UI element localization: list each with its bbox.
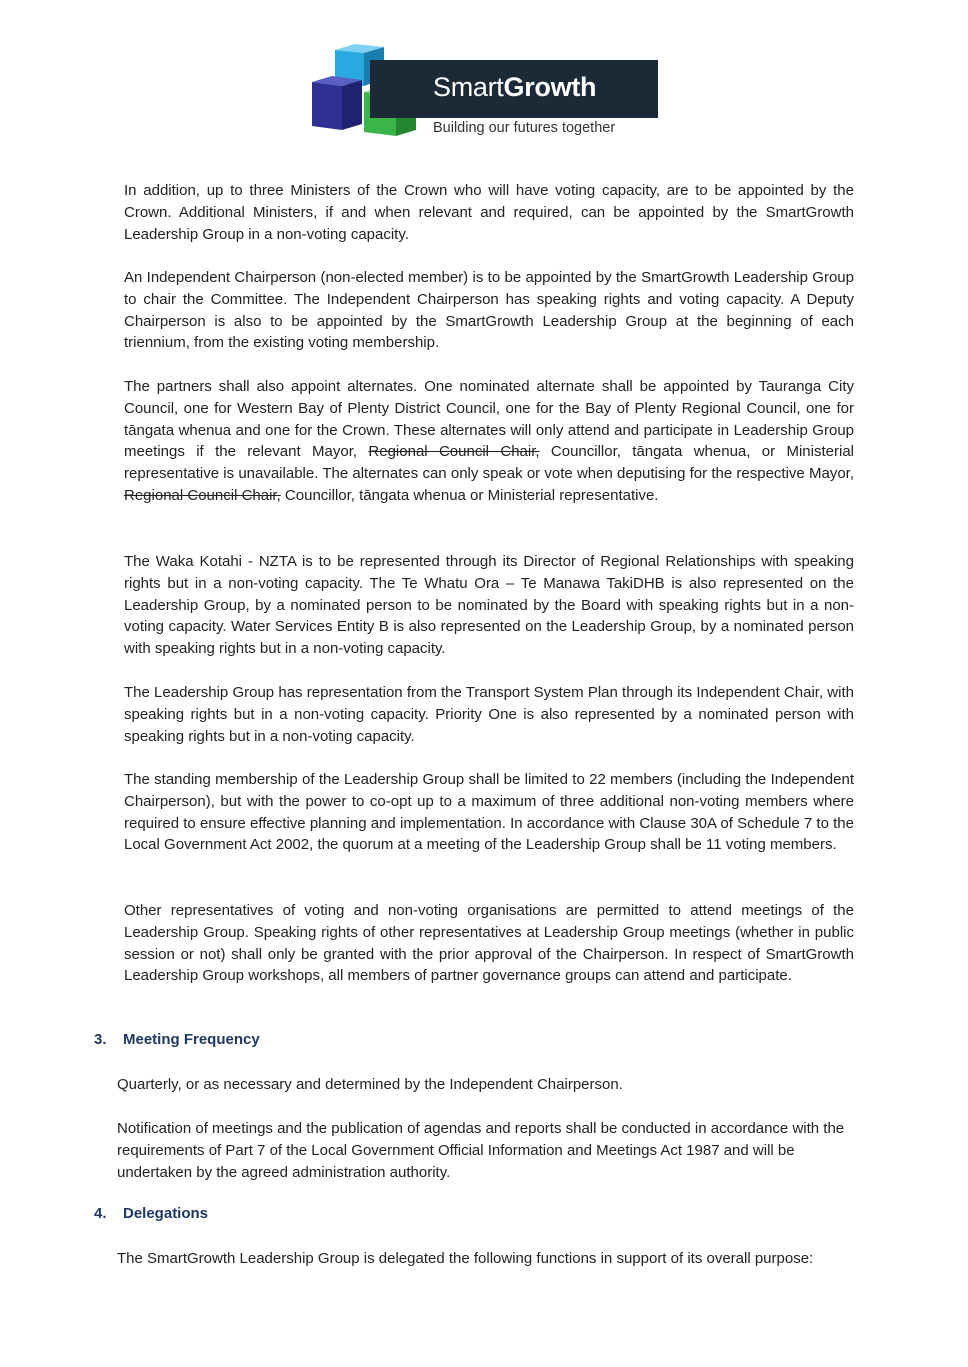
- struck-text-regional-chair: Regional Council Chair,: [368, 443, 540, 461]
- smartgrowth-logo: [310, 44, 660, 140]
- paragraph-delegated-functions: The SmartGrowth Leadership Group is delegated the following functions in support of its overall purpose:: [117, 1250, 814, 1267]
- logo-tagline: Building our futures together: [433, 120, 616, 136]
- alternates-text-2: Councillor, tāngata whenua, or Ministerial representative is unavailable. The alternates can only speak or vote when deputising for the respective Mayor,: [124, 443, 854, 483]
- section-heading-delegations: [94, 1205, 208, 1222]
- paragraph-alternates: [124, 376, 854, 507]
- paragraph-transport-system-plan: The Leadership Group has representation from the Transport System Plan through its Independent Chair, with speaking rights but in a non-voting capacity. Priority One is also represented by a nominated person with speaking rights but in a non-voting capacity.: [124, 684, 854, 745]
- alternates-text-1: The partners shall also appoint alternates. One nominated alternate shall be appointed by Tauranga City Council, one for Western Bay of Plenty District Council, one for the Bay of Plenty Regional Council, one for tāngata whenua and one for the Crown. These alternates will only attend and participate in Leadership Group meetings if the relevant Mayor,: [124, 378, 854, 461]
- paragraph-waka-kotahi: The Waka Kotahi - NZTA is to be represented through its Director of Regional Relationships with speaking rights but in a non-voting capacity. The Te Whatu Ora – Te Manawa TakiDHB is also represented on the Leadership Group, by a nominated person to be nominated by the Board with speaking rights but in a non-voting capacity. Water Services Entity B is also represented on the Leadership Group, by a nominated person with speaking rights but in a non-voting capacity.: [124, 553, 854, 658]
- section-number: 4.: [94, 1205, 107, 1222]
- paragraph-notification-of-meetings: Notification of meetings and the publication of agendas and reports shall be conducted in accordance with the requirements of Part 7 of the Local Government Official Information and Meetings Act 1987 and will be undertaken by the agreed administration authority.: [117, 1120, 845, 1181]
- paragraph-quarterly: Quarterly, or as necessary and determined by the Independent Chairperson.: [117, 1076, 623, 1093]
- struck-text-regional-chair-2: Regional Council Chair,: [124, 486, 281, 504]
- paragraph-standing-membership: The standing membership of the Leadership Group shall be limited to 22 members (including the Independent Chairperson), but with the power to co-opt up to a maximum of three additional non-voting members where required to ensure effective planning and implementation. In accordance with Clause 30A of Schedule 7 to the Local Government Act 2002, the quorum at a meeting of the Leadership Group shall be 11 voting members.: [124, 771, 854, 854]
- paragraph-other-representatives: Other representatives of voting and non-voting organisations are permitted to attend meetings of the Leadership Group. Speaking rights of other representatives at Leadership Group meetings (whether in public session or not) shall only be granted with the prior approval of the Chairperson. In respect of SmartGrowth Leadership Group workshops, all members of partner governance groups can attend and participate.: [124, 902, 854, 985]
- logo-brand-light: Smart: [433, 72, 504, 102]
- section-number: 3.: [94, 1031, 107, 1048]
- section-title: Meeting Frequency: [123, 1031, 260, 1048]
- section-heading-meeting-frequency: [94, 1031, 260, 1048]
- section-title: Delegations: [123, 1205, 209, 1222]
- paragraph-independent-chairperson: An Independent Chairperson (non-elected member) is to be appointed by the SmartGrowth Leadership Group to chair the Committee. The Independent Chairperson has speaking rights and voting capacity. A Deputy Chairperson is also to be appointed by the SmartGrowth Leadership Group at the beginning of each triennium, from the existing voting membership.: [124, 269, 854, 352]
- logo-wordmark: [433, 72, 596, 103]
- paragraph-ministers: In addition, up to three Ministers of the Crown who will have voting capacity, are to be appointed by the Crown. Additional Ministers, if and when relevant and required, can be appointed by the SmartGrowth Leadership Group in a non-voting capacity.: [124, 182, 854, 243]
- logo-brand-bold: Growth: [503, 72, 597, 102]
- alternates-text-3: Councillor, tāngata whenua or Ministerial representative.: [280, 486, 659, 504]
